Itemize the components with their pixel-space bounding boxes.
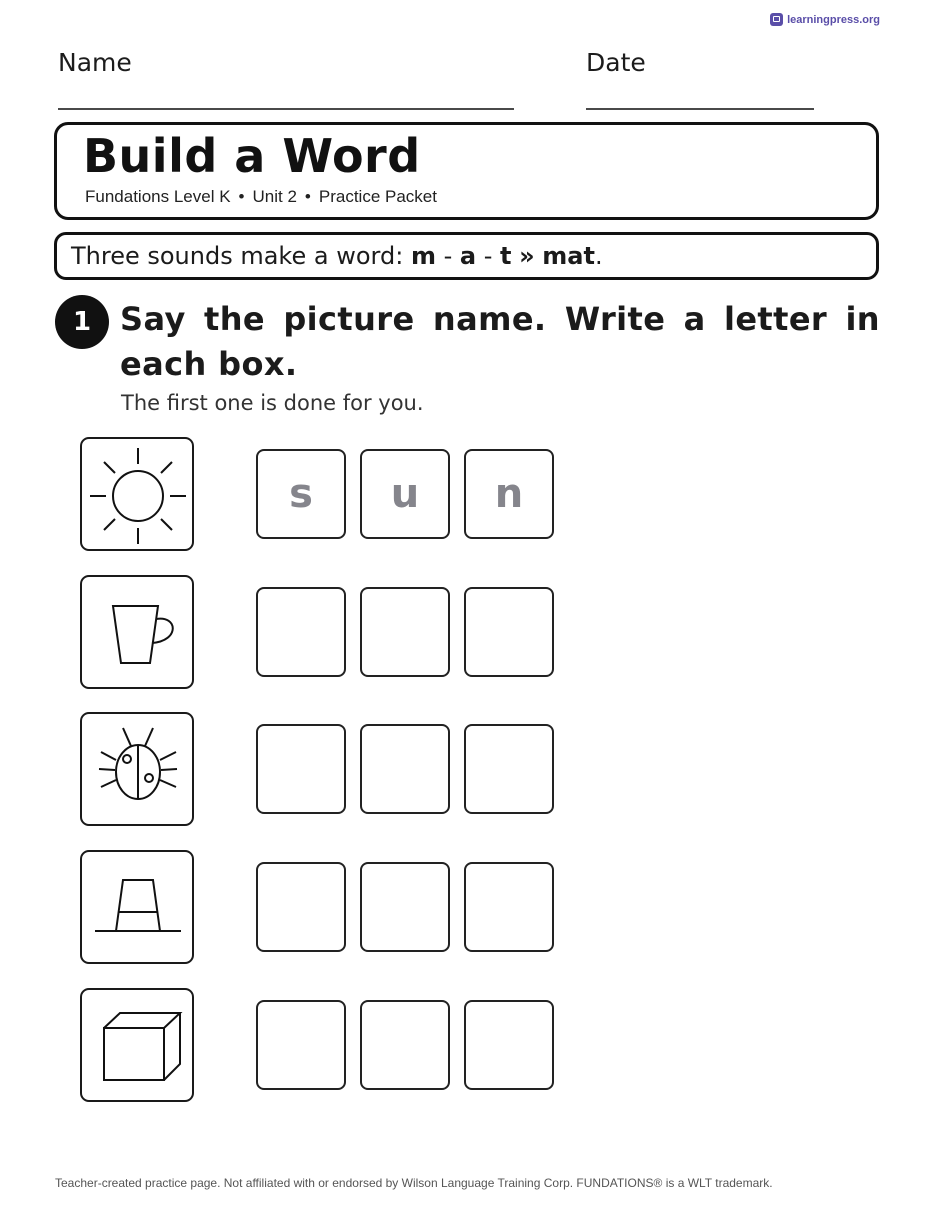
letter-box[interactable] <box>360 724 450 814</box>
sounds-prefix: Three sounds make a word: <box>71 242 404 270</box>
brand-text: learningpress.org <box>787 13 880 26</box>
letter-box[interactable] <box>256 587 346 677</box>
brand <box>770 13 880 26</box>
word-row <box>80 575 560 691</box>
sun-icon <box>82 439 192 549</box>
document-icon <box>770 13 783 26</box>
word-row <box>80 988 560 1104</box>
subtitle-level: Fundations Level K <box>85 187 231 206</box>
subtitle: Fundations Level K • Unit 2 • Practice Packet <box>85 187 437 206</box>
sounds-end: . <box>594 242 603 270</box>
cup-icon <box>82 577 192 687</box>
name-label: Name <box>58 48 132 77</box>
date-line <box>586 108 814 110</box>
letter-box[interactable] <box>464 862 554 952</box>
word-row <box>80 437 560 553</box>
picture-frame <box>80 850 194 964</box>
exercise-number: 1 <box>55 295 109 349</box>
letter-box[interactable] <box>360 587 450 677</box>
letter-box[interactable] <box>360 862 450 952</box>
page-title: Build a Word <box>83 129 421 183</box>
letter-box[interactable] <box>256 862 346 952</box>
sounds-box <box>54 232 879 280</box>
subtitle-unit: Unit 2 <box>252 187 297 206</box>
bug-icon <box>82 714 192 824</box>
sound-3: t <box>500 242 512 270</box>
letter-box[interactable] <box>464 587 554 677</box>
date-label: Date <box>586 48 646 77</box>
box-icon <box>82 990 192 1100</box>
word-row <box>80 850 560 966</box>
sound-2: a <box>459 242 477 270</box>
letter-box[interactable]: n <box>464 449 554 539</box>
picture-frame <box>80 988 194 1102</box>
picture-frame <box>80 575 194 689</box>
name-line <box>58 108 514 110</box>
picture-frame <box>80 712 194 826</box>
sounds-text: Three sounds make a word: m - a - t » mat. <box>71 242 603 270</box>
hat-icon <box>82 852 192 962</box>
footer-disclaimer: Teacher-created practice page. Not affiliated with or endorsed by Wilson Language Training Corp. FUNDATIONS® is a WLT trademark. <box>55 1176 773 1190</box>
subtitle-packet: Practice Packet <box>318 187 437 206</box>
letter-box[interactable]: s <box>256 449 346 539</box>
letter-box[interactable] <box>464 1000 554 1090</box>
picture-frame <box>80 437 194 551</box>
word-row <box>80 712 560 828</box>
letter-box[interactable] <box>256 724 346 814</box>
letter-box[interactable] <box>256 1000 346 1090</box>
sounds-word: mat <box>542 242 595 270</box>
letter-box[interactable]: u <box>360 449 450 539</box>
sound-1: m <box>410 242 436 270</box>
exercise-note: The first one is done for you. <box>121 391 424 415</box>
exercise-instruction: Say the picture name. Write a letter in each box. <box>120 300 880 383</box>
sounds-arrow: » <box>519 242 535 270</box>
letter-box[interactable] <box>464 724 554 814</box>
letter-box[interactable] <box>360 1000 450 1090</box>
title-box <box>54 122 879 220</box>
